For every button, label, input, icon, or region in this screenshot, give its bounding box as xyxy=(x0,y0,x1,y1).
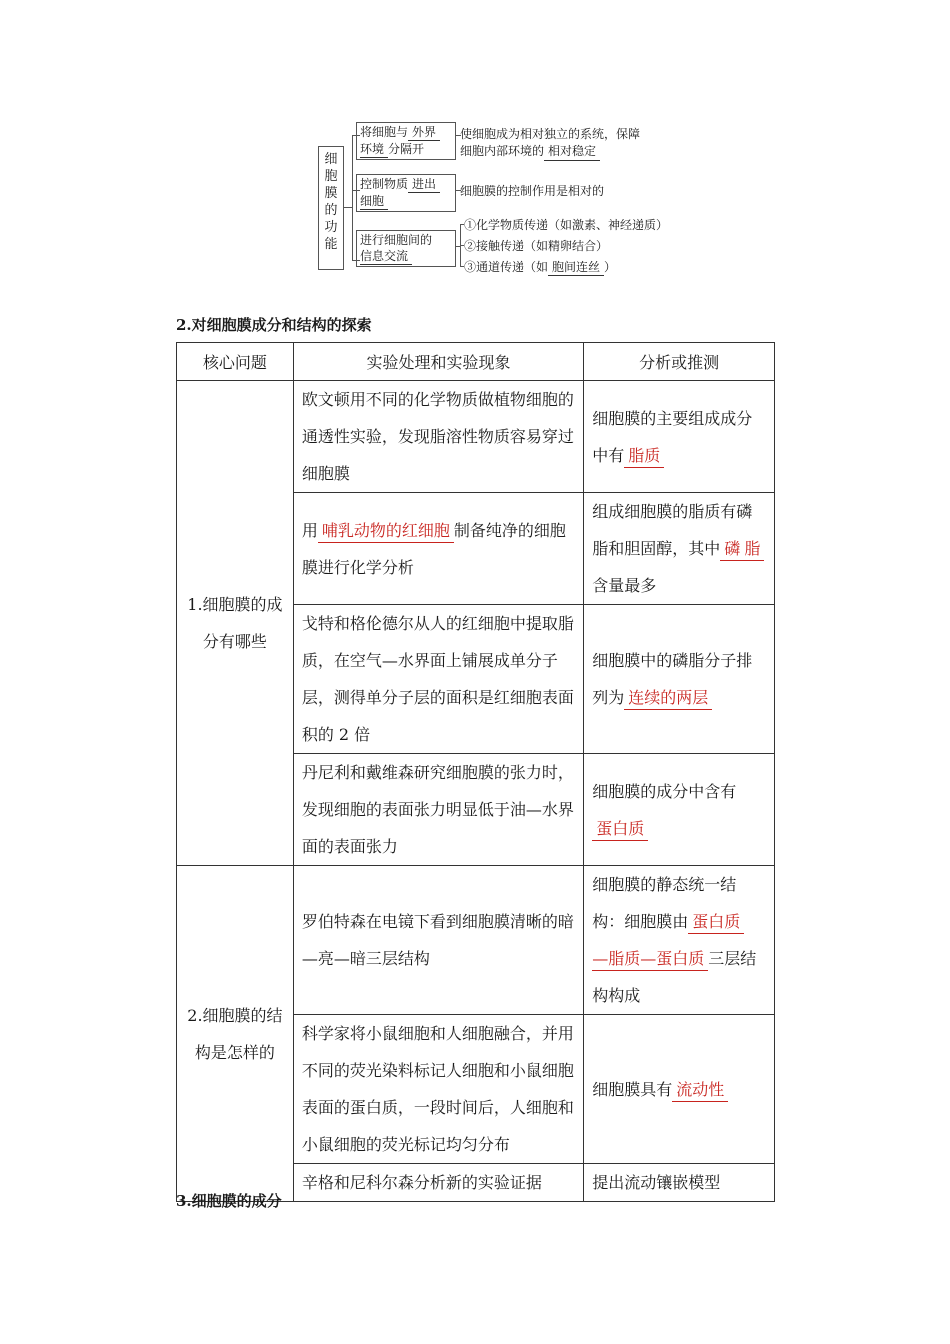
experiment-cell: 用 哺乳动物的红细胞 制备纯净的细胞膜进行化学分析 xyxy=(293,493,583,605)
experiment-cell: 欧文顿用不同的化学物质做植物细胞的通透性实验，发现脂溶性物质容易穿过细胞膜 xyxy=(293,381,583,493)
answer-blank: 连续的两层 xyxy=(624,687,712,710)
answer-blank: 脂 xyxy=(744,538,764,561)
experiment-cell: 戈特和格伦德尔从人的红细胞中提取脂质，在空气—水界面上铺展成单分子层，测得单分子层的面积是红细胞表面积的 2 倍 xyxy=(293,605,583,754)
function-2-desc: 细胞膜的控制作用是相对的 xyxy=(460,184,605,198)
table-row xyxy=(177,381,775,493)
answer-blank: 蛋白质 xyxy=(688,911,744,934)
communication-item-3: ③通道传递（如 胞间连丝 ） xyxy=(464,260,617,274)
analysis-cell: 细胞膜具有 流动性 xyxy=(584,1015,775,1164)
answer-blank: 脂质 xyxy=(624,445,664,468)
analysis-cell: 细胞膜的主要组成成分中有 脂质 xyxy=(584,381,775,493)
table-header-row xyxy=(177,343,775,381)
bracket-stem xyxy=(344,207,352,208)
experiment-cell: 罗伯特森在电镜下看到细胞膜清晰的暗—亮—暗三层结构 xyxy=(293,866,583,1015)
function-box-separate: 将细胞与 外界 环境 分隔开 xyxy=(356,122,456,160)
table-row xyxy=(177,866,775,1015)
answer-blank: 蛋白质 xyxy=(592,818,648,841)
analysis-cell: 细胞膜的静态统一结构：细胞膜由 蛋白质—脂质—蛋白质 三层结构构成 xyxy=(584,866,775,1015)
experiment-cell: 科学家将小鼠细胞和人细胞融合，并用不同的荧光染料标记人细胞和小鼠细胞表面的蛋白质，一段时间后，人细胞和小鼠细胞的荧光标记均匀分布 xyxy=(293,1015,583,1164)
section-3-title: 3.细胞膜的成分 xyxy=(176,1192,282,1210)
communication-item-2: ②接触传递（如精卵结合） xyxy=(464,239,609,253)
analysis-cell: 组成细胞膜的脂质有磷脂和胆固醇，其中 磷 脂含量最多 xyxy=(584,493,775,605)
section-2-title: 2.对细胞膜成分和结构的探索 xyxy=(176,316,372,334)
analysis-cell: 细胞膜的成分中含有蛋白质 xyxy=(584,754,775,866)
question-structure: 2.细胞膜的结构是怎样的 xyxy=(177,866,294,1202)
communication-item-1: ①化学物质传递（如激素、神经递质） xyxy=(464,218,669,232)
exploration-table xyxy=(176,342,775,1202)
header-analysis: 分析或推测 xyxy=(584,343,775,381)
answer-blank: —脂质—蛋白质 xyxy=(592,948,708,971)
answer-blank: 流动性 xyxy=(672,1079,728,1102)
header-experiment: 实验处理和实验现象 xyxy=(293,343,583,381)
answer-blank: 哺乳动物的红细胞 xyxy=(318,520,454,543)
experiment-cell: 丹尼利和戴维森研究细胞膜的张力时，发现细胞的表面张力明显低于油—水界面的表面张力 xyxy=(293,754,583,866)
experiment-cell: 辛格和尼科尔森分析新的实验证据 xyxy=(293,1164,583,1202)
function-box-control-transport: 控制物质 进出 细胞 xyxy=(356,174,456,212)
function-box-communication: 进行细胞间的 信息交流 xyxy=(356,230,456,267)
membrane-function-diagram xyxy=(310,118,690,288)
bracket-vertical xyxy=(352,135,353,260)
question-composition: 1.细胞膜的成分有哪些 xyxy=(177,381,294,866)
analysis-cell: 提出流动镶嵌模型 xyxy=(584,1164,775,1202)
header-core-question: 核心问题 xyxy=(177,343,294,381)
analysis-cell: 细胞膜中的磷脂分子排列为 连续的两层 xyxy=(584,605,775,754)
diagram-main-label: 细 胞 膜 的 功 能 xyxy=(318,146,344,270)
function-1-desc: 使细胞成为相对独立的系统，保障 细胞内部环境的 相对稳定 xyxy=(460,126,640,161)
answer-blank: 磷 xyxy=(720,538,744,561)
